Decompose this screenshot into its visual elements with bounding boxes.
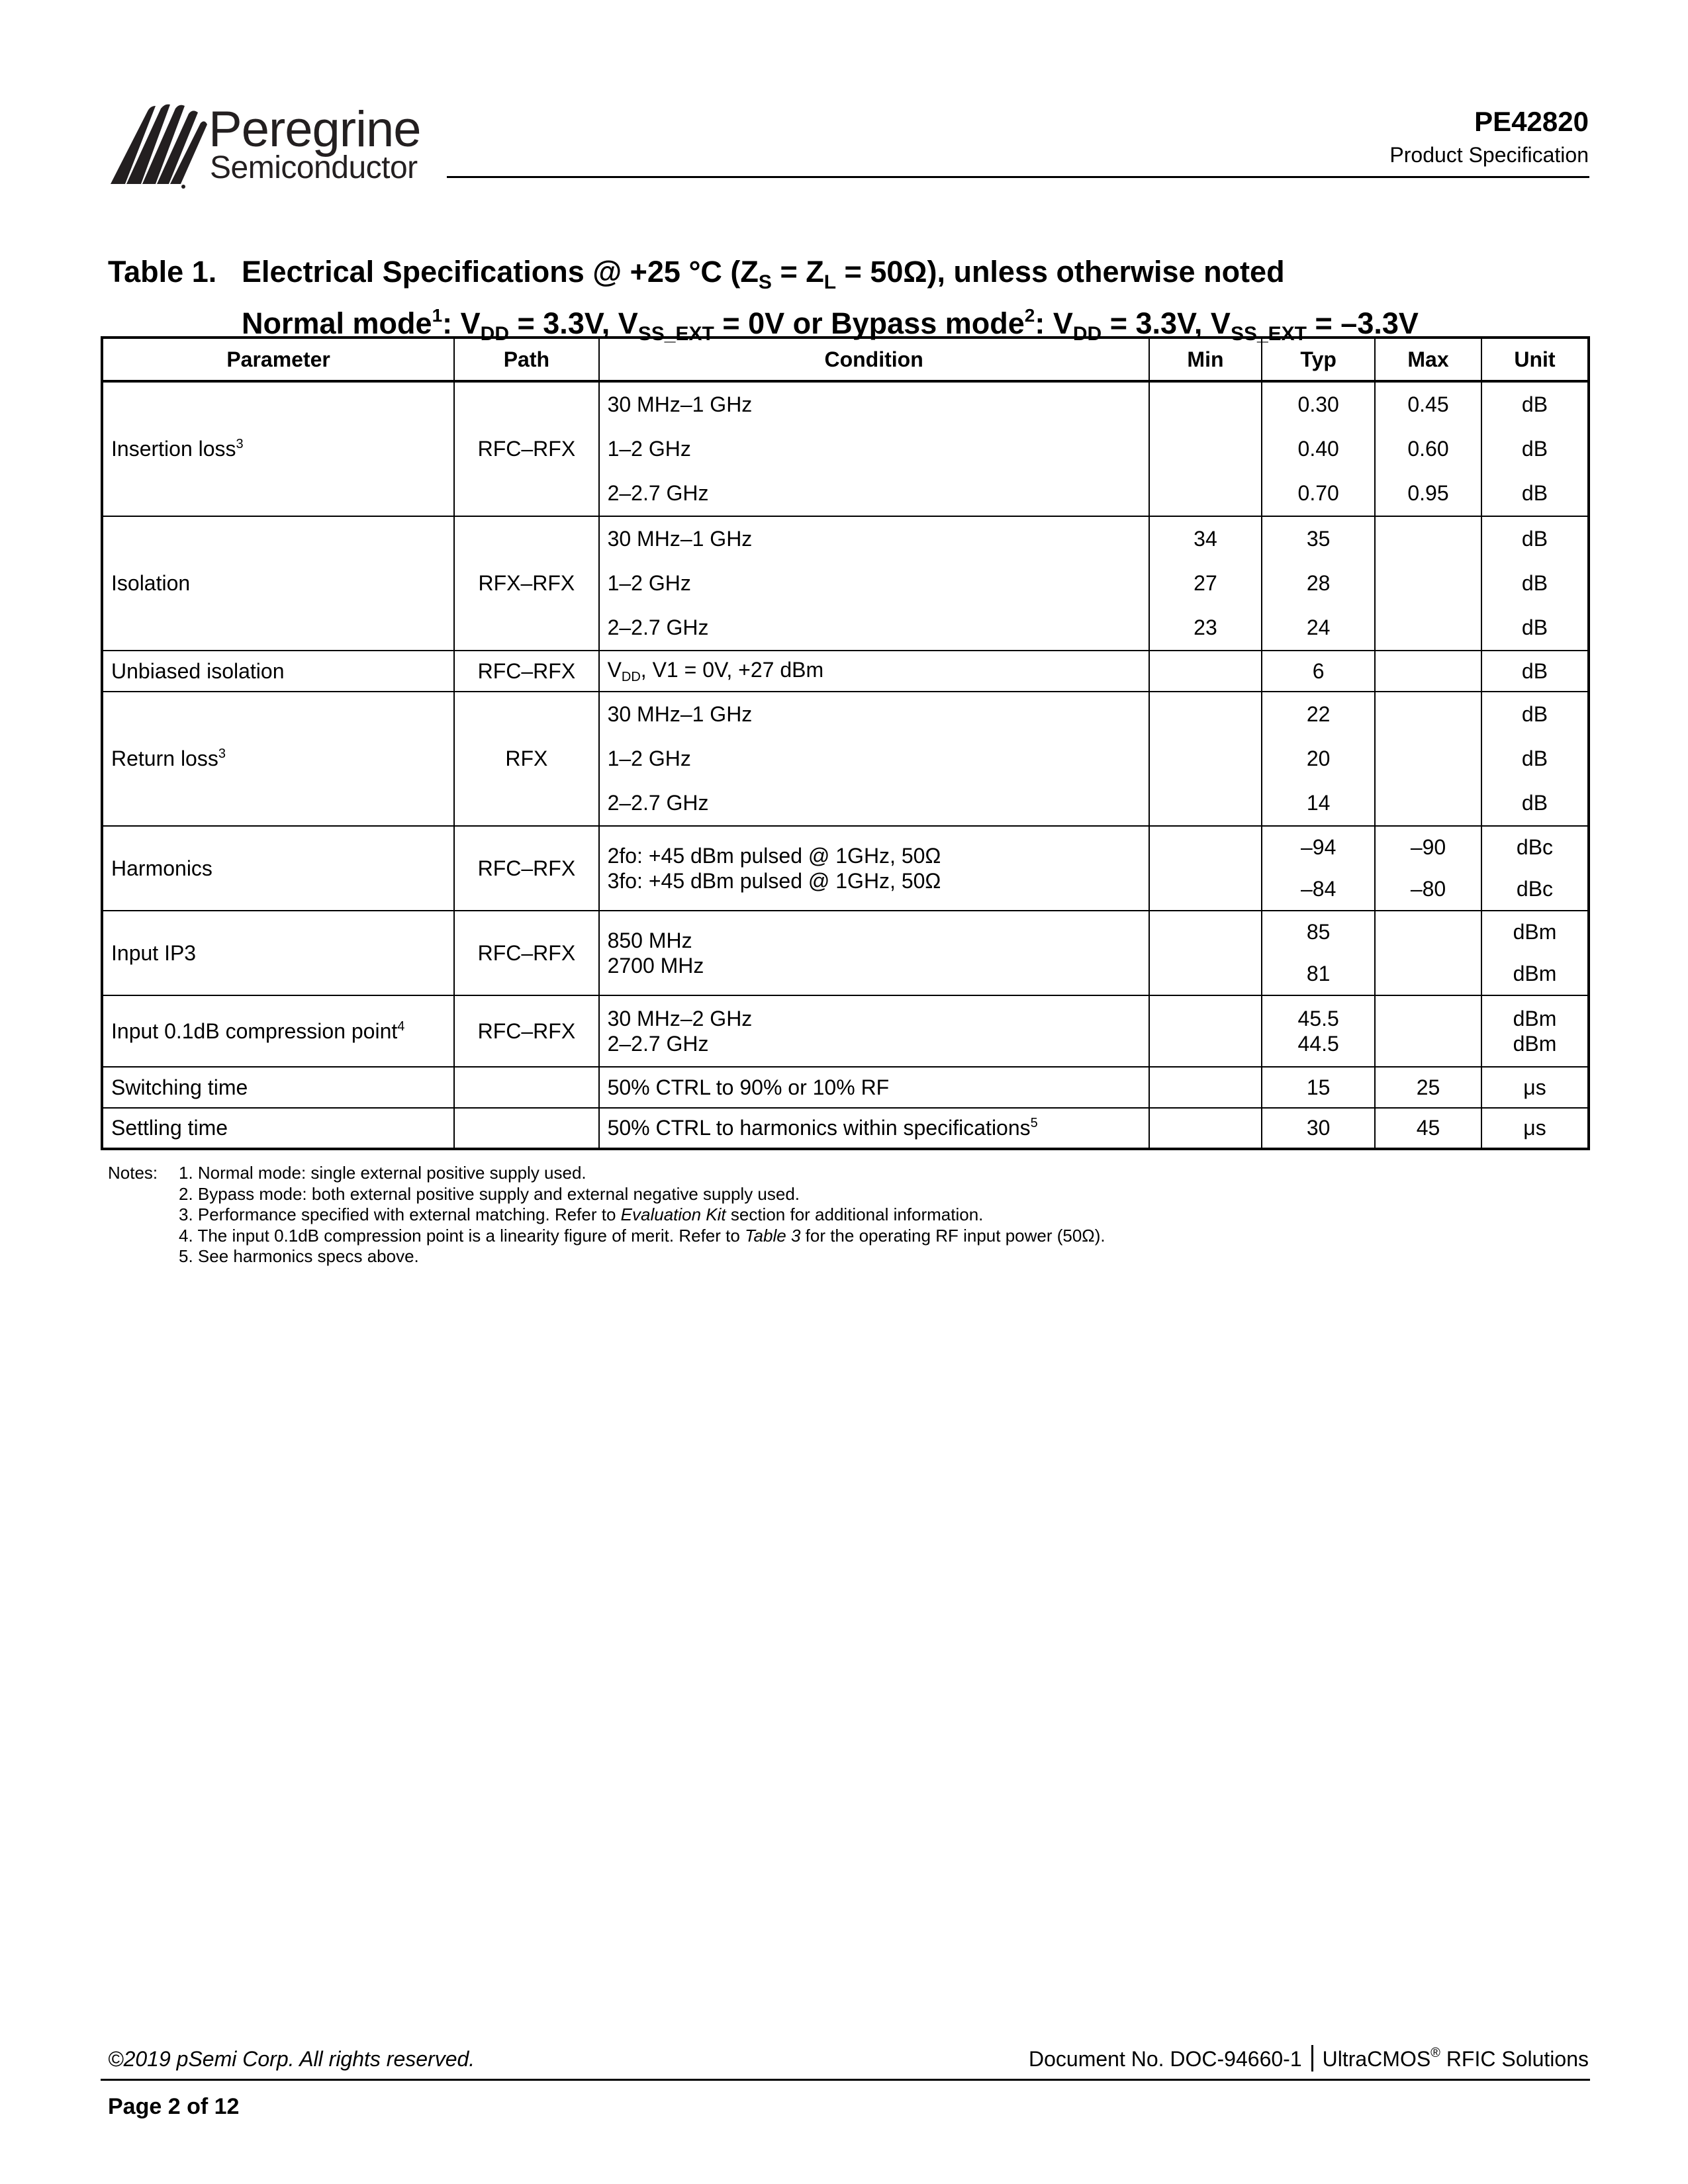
condition-value: 1–2 GHz xyxy=(607,747,691,770)
unit-cell xyxy=(1481,995,1589,1067)
min-cell xyxy=(1149,1067,1262,1108)
condition-value: 2–2.7 GHz xyxy=(607,481,709,505)
unit-value: dBm xyxy=(1513,1032,1557,1056)
condition-value: 30 MHz–1 GHz xyxy=(607,702,753,726)
note-item: 5. See harmonics specs above. xyxy=(179,1246,419,1266)
typ-value: 28 xyxy=(1306,571,1331,595)
table-row xyxy=(102,516,1589,651)
col-condition: Condition xyxy=(599,338,1149,381)
brand-name: Peregrine xyxy=(209,101,421,158)
typ-cell xyxy=(1262,516,1375,651)
peregrine-falcon-icon xyxy=(109,99,209,192)
max-value: 0.60 xyxy=(1407,437,1449,461)
condition-value: 2–2.7 GHz xyxy=(607,791,709,815)
table-row xyxy=(102,692,1589,826)
path-cell xyxy=(454,1108,598,1149)
condition-value: 30 MHz–2 GHz xyxy=(607,1007,753,1030)
condition-value: 3fo: +45 dBm pulsed @ 1GHz, 50Ω xyxy=(607,869,941,893)
path-cell: RFC–RFX xyxy=(454,651,598,692)
condition-cell: 50% CTRL to 90% or 10% RF xyxy=(599,1067,1149,1108)
typ-value: 0.40 xyxy=(1297,437,1339,461)
unit-value: dB xyxy=(1521,747,1548,770)
col-typ: Typ xyxy=(1262,338,1375,381)
max-value: 0.95 xyxy=(1407,481,1449,505)
min-cell xyxy=(1149,911,1262,995)
max-cell xyxy=(1375,692,1481,826)
unit-value: dB xyxy=(1521,481,1548,505)
condition-value: 30 MHz–1 GHz xyxy=(607,392,753,416)
max-cell: 25 xyxy=(1375,1067,1481,1108)
typ-value: 35 xyxy=(1306,527,1331,551)
condition-value: 2–2.7 GHz xyxy=(607,1032,709,1056)
notes-list xyxy=(179,1163,1105,1267)
unit-value: dB xyxy=(1521,437,1548,461)
copyright: ©2019 pSemi Corp. All rights reserved. xyxy=(108,2047,475,2071)
typ-cell: 15 xyxy=(1262,1067,1375,1108)
footer-doc-info xyxy=(1029,2045,1589,2071)
typ-cell xyxy=(1262,692,1375,826)
min-cell xyxy=(1149,651,1262,692)
param-input-ip3: Input IP3 xyxy=(102,911,454,995)
unit-cell: μs xyxy=(1481,1108,1589,1149)
header-divider xyxy=(447,176,1589,178)
brand-subname: Semiconductor xyxy=(210,150,418,185)
min-value: 34 xyxy=(1194,527,1217,551)
typ-value: 20 xyxy=(1306,747,1331,770)
notes-label: Notes: xyxy=(108,1163,158,1183)
unit-value: dB xyxy=(1521,791,1548,815)
param-isolation: Isolation xyxy=(102,516,454,651)
unit-value: dBm xyxy=(1513,1007,1557,1030)
condition-value: 2700 MHz xyxy=(607,954,704,978)
typ-value: 45.5 xyxy=(1297,1007,1339,1030)
param-harmonics: Harmonics xyxy=(102,826,454,911)
condition-cell xyxy=(599,826,1149,911)
param-insertion-loss: Insertion loss$^3$ xyxy=(102,381,454,516)
company-logo xyxy=(109,99,421,192)
max-cell: 45 xyxy=(1375,1108,1481,1149)
typ-cell: 30 xyxy=(1262,1108,1375,1149)
table-row xyxy=(102,911,1589,995)
doc-type: Product Specification xyxy=(1389,143,1589,167)
max-value: 0.45 xyxy=(1407,392,1449,416)
path-cell: RFC–RFX xyxy=(454,826,598,911)
product-line: UltraCMOS® RFIC Solutions xyxy=(1322,2046,1589,2071)
unit-cell xyxy=(1481,692,1589,826)
note-item: 1. Normal mode: single external positive supply used. xyxy=(179,1163,586,1183)
condition-cell: $V_{DD}$, V1 = 0V, +27 dBm xyxy=(599,651,1149,692)
document-number: Document No. DOC-94660-1 xyxy=(1028,2047,1302,2071)
unit-value: dB xyxy=(1521,702,1548,726)
condition-cell xyxy=(599,516,1149,651)
max-cell xyxy=(1375,651,1481,692)
path-cell: RFX xyxy=(454,692,598,826)
table-row xyxy=(102,1067,1589,1108)
max-value: –80 xyxy=(1410,877,1446,901)
typ-value: 44.5 xyxy=(1297,1032,1339,1056)
col-unit: Unit xyxy=(1481,338,1589,381)
table-header-row xyxy=(102,338,1589,381)
typ-value: 22 xyxy=(1306,702,1331,726)
footer-separator xyxy=(1311,2045,1313,2071)
unit-value: dB xyxy=(1521,615,1548,639)
col-max: Max xyxy=(1375,338,1481,381)
path-cell: RFC–RFX xyxy=(454,995,598,1067)
table-row xyxy=(102,651,1589,692)
typ-value: 0.30 xyxy=(1297,392,1339,416)
electrical-spec-table xyxy=(101,336,1590,1150)
param-unbiased-isolation: Unbiased isolation xyxy=(102,651,454,692)
product-id: PE42820 xyxy=(1474,106,1589,137)
condition-cell xyxy=(599,692,1149,826)
path-cell: RFC–RFX xyxy=(454,911,598,995)
unit-value: dBm xyxy=(1513,962,1557,985)
min-value: 23 xyxy=(1194,615,1217,639)
typ-value: 14 xyxy=(1306,791,1331,815)
min-value: 27 xyxy=(1194,571,1217,595)
param-settling-time: Settling time xyxy=(102,1108,454,1149)
min-cell xyxy=(1149,995,1262,1067)
table-row xyxy=(102,995,1589,1067)
path-cell xyxy=(454,1067,598,1108)
max-cell xyxy=(1375,911,1481,995)
max-cell xyxy=(1375,516,1481,651)
condition-value: 2fo: +45 dBm pulsed @ 1GHz, 50Ω xyxy=(607,844,941,868)
unit-cell xyxy=(1481,911,1589,995)
max-value: –90 xyxy=(1410,835,1446,859)
min-cell xyxy=(1149,826,1262,911)
typ-cell xyxy=(1262,381,1375,516)
condition-cell xyxy=(599,381,1149,516)
unit-cell xyxy=(1481,516,1589,651)
unit-value: dB xyxy=(1521,527,1548,551)
title-line2: Normal mode$^1$: $V_{DD} = 3.3V$, $V_{SS\_EXT} = 0V$ or Bypass mode$^2$: $V_{DD} = 3.3V$, $V_{SS\_EXT} = -3.3V$ xyxy=(242,305,1419,345)
unit-cell: μs xyxy=(1481,1067,1589,1108)
table-row xyxy=(102,381,1589,516)
min-cell xyxy=(1149,692,1262,826)
unit-value: dB xyxy=(1521,571,1548,595)
typ-value: 0.70 xyxy=(1297,481,1339,505)
typ-value: –84 xyxy=(1300,877,1336,901)
typ-value: –94 xyxy=(1300,835,1336,859)
table-row xyxy=(102,1108,1589,1149)
title-line1: Electrical Specifications @ +25 °C $(Z_S = Z_L = 50\Omega)$, unless otherwise noted xyxy=(242,255,1285,293)
unit-cell: dB xyxy=(1481,651,1589,692)
condition-cell: 50% CTRL to harmonics within specifications$^5$ xyxy=(599,1108,1149,1149)
unit-value: dBc xyxy=(1516,877,1554,901)
footer-divider xyxy=(101,2079,1590,2081)
typ-cell xyxy=(1262,911,1375,995)
typ-cell: 6 xyxy=(1262,651,1375,692)
condition-cell xyxy=(599,911,1149,995)
path-cell: RFC–RFX xyxy=(454,381,598,516)
min-cell xyxy=(1149,516,1262,651)
unit-cell xyxy=(1481,826,1589,911)
condition-value: 30 MHz–1 GHz xyxy=(607,527,753,551)
table-label: Table 1. xyxy=(108,255,217,289)
unit-value: dBm xyxy=(1513,920,1557,944)
typ-cell xyxy=(1262,995,1375,1067)
typ-cell xyxy=(1262,826,1375,911)
max-cell xyxy=(1375,381,1481,516)
unit-value: dB xyxy=(1521,392,1548,416)
typ-value: 24 xyxy=(1306,615,1331,639)
min-cell xyxy=(1149,1108,1262,1149)
note-item: 3. Performance specified with external matching. Refer to Evaluation Kit section for additional information. xyxy=(179,1205,984,1224)
unit-cell xyxy=(1481,381,1589,516)
col-parameter: Parameter xyxy=(102,338,454,381)
note-item: 4. The input 0.1dB compression point is a linearity figure of merit. Refer to Table 3 for the operating RF input power (50Ω). xyxy=(179,1225,1105,1246)
min-cell xyxy=(1149,381,1262,516)
typ-value: 81 xyxy=(1306,962,1331,985)
page-number: Page 2 of 12 xyxy=(108,2094,240,2119)
col-path: Path xyxy=(454,338,598,381)
param-switching-time: Switching time xyxy=(102,1067,454,1108)
param-compression-point: Input 0.1dB compression point$^4$ xyxy=(102,995,454,1067)
condition-cell xyxy=(599,995,1149,1067)
col-min: Min xyxy=(1149,338,1262,381)
max-cell xyxy=(1375,826,1481,911)
table-row xyxy=(102,826,1589,911)
max-cell xyxy=(1375,995,1481,1067)
condition-value: 2–2.7 GHz xyxy=(607,615,709,639)
note-item: 2. Bypass mode: both external positive supply and external negative supply used. xyxy=(179,1183,800,1204)
condition-value: 850 MHz xyxy=(607,929,692,952)
path-cell: RFX–RFX xyxy=(454,516,598,651)
param-return-loss: Return loss$^3$ xyxy=(102,692,454,826)
condition-value: 1–2 GHz xyxy=(607,437,691,461)
condition-value: 1–2 GHz xyxy=(607,571,691,595)
typ-value: 85 xyxy=(1306,920,1331,944)
unit-value: dBc xyxy=(1516,835,1554,859)
